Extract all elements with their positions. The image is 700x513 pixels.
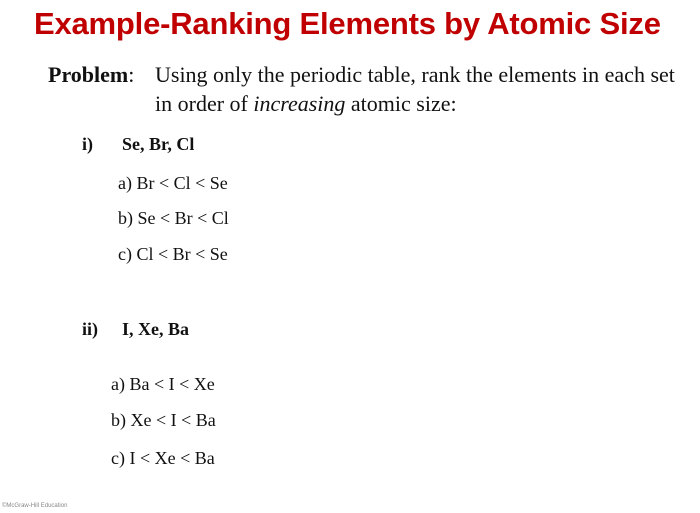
part-ii-elements: I, Xe, Ba	[122, 319, 189, 339]
part-ii-option-a: a) Ba < I < Xe	[111, 374, 215, 394]
part-i-number: i)	[82, 134, 93, 154]
part-i-option-b: b) Se < Br < Cl	[118, 208, 229, 228]
copyright-footer: ©McGraw-Hill Education	[2, 503, 68, 509]
part-i-heading	[82, 132, 194, 156]
emphasis-increasing: increasing	[253, 91, 346, 116]
part-ii-number: ii)	[82, 319, 98, 339]
part-i-elements: Se, Br, Cl	[122, 134, 195, 154]
part-ii-option-c: c) I < Xe < Ba	[111, 448, 215, 468]
part-ii-heading	[82, 317, 189, 341]
problem-text: Using only the periodic table, rank the elements in each set in order of increasing atomic size:	[155, 62, 675, 116]
problem-label: Problem:	[48, 62, 135, 87]
part-i-option-c: c) Cl < Br < Se	[118, 244, 228, 264]
slide-title: Example-Ranking Elements by Atomic Size	[34, 6, 661, 41]
part-i-option-a: a) Br < Cl < Se	[118, 173, 228, 193]
part-ii-option-b: b) Xe < I < Ba	[111, 410, 216, 430]
